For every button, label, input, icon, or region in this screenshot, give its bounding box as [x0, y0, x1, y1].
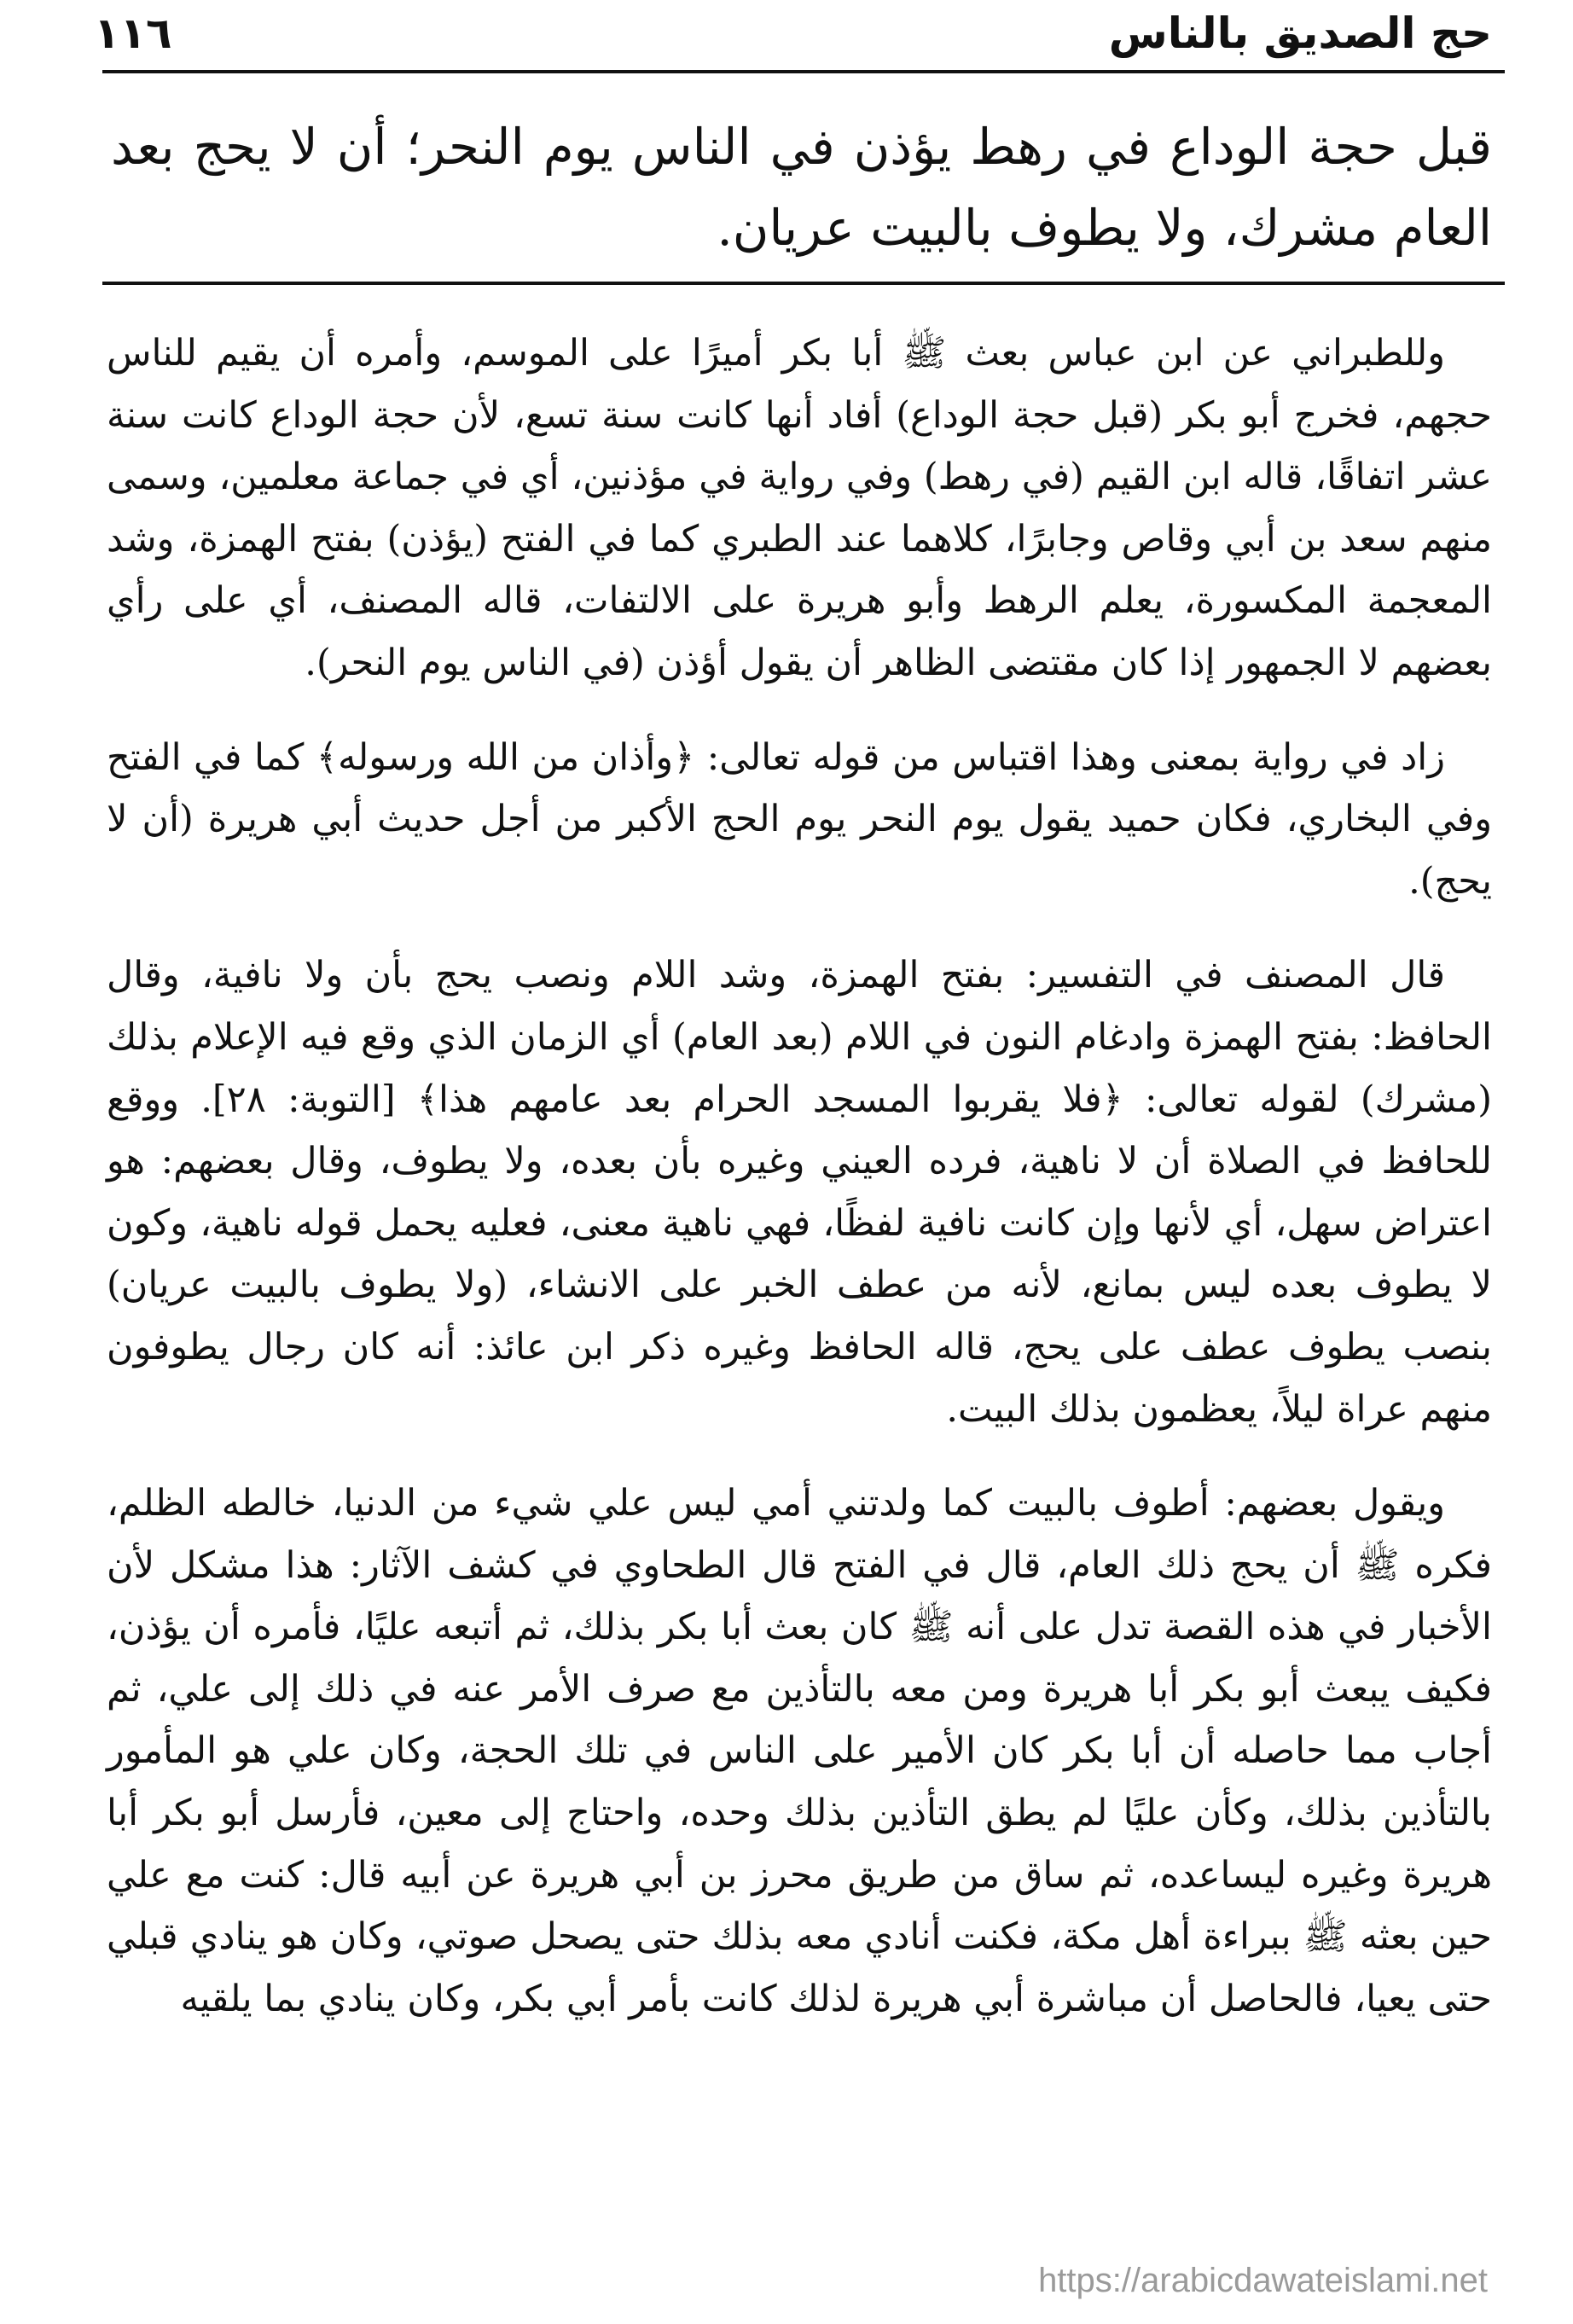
commentary-paragraph: ويقول بعضهم: أطوف بالبيت كما ولدتني أمي ليس علي شيء من الدنيا، خالطه الظلم، فكره ﷺ أن يحج ذلك العام، قال في الفتح قال الطحاوي في كشف الآثار: هذا مشكل لأن الأخبار في هذه القصة تدل على أنه ﷺ كان بعث أبا بكر بذلك، ثم أتبعه عليًا، فأمره أن يؤذن، فكيف يبعث أبو بكر أبا هريرة ومن معه بالتأذين مع صرف الأمر عنه في ذلك إلى علي، ثم أجاب مما حاصله أن أبا بكر كان الأمير على الناس في تلك الحجة، وكان علي هو المأمور بالتأذين بذلك، وكأن عليًا لم يطق التأذين بذلك وحده، واحتاج إلى معين، فأرسل أبو بكر أبا هريرة وغيره ليساعده، ثم ساق من طريق محرز بن أبي هريرة عن أبيه قال: كنت مع علي حين بعثه ﷺ ببراءة أهل مكة، فكنت أنادي معه بذلك حتى يصحل صوتي، وكان هو ينادي قبلي حتى يعيا، فالحاصل أن مباشرة أبي هريرة لذلك كانت بأمر أبي بكر، وكان ينادي بما يلقيه [107, 1482, 1492, 2020]
running-title: حج الصديق بالناس [1108, 9, 1492, 58]
commentary-body [107, 322, 1492, 2062]
running-header [94, 0, 1492, 67]
hadith-text: قبل حجة الوداع في رهط يؤذن في الناس يوم النحر؛ أن لا يحج بعد العام مشرك، ولا يطوف بالبيت عريان. [111, 118, 1492, 257]
commentary-paragraph: وللطبراني عن ابن عباس بعث ﷺ أبا بكر أميرًا على الموسم، وأمره أن يقيم للناس حجهم، فخرج أبو بكر (قبل حجة الوداع) أفاد أنها كانت سنة تسع، لأن حجة الوداع كانت سنة عشر اتفاقًا، قاله ابن القيم (في رهط) وفي رواية في مؤذنين، أي في جماعة معلمين، وسمى منهم سعد بن أبي وقاص وجابرًا، كلاهما عند الطبري كما في الفتح (يؤذن) بفتح الهمزة، وشد المعجمة المكسورة، يعلم الرهط وأبو هريرة على الالتفات، قاله المصنف، أي على رأي بعضهم لا الجمهور إذا كان مقتضى الظاهر أن يقول أؤذن (في الناس يوم النحر). [107, 332, 1492, 684]
header-rule [102, 70, 1505, 73]
hadith-rule [102, 282, 1505, 285]
commentary-paragraph: زاد في رواية بمعنى وهذا اقتباس من قوله تعالى: ﴿وأذان من الله ورسوله﴾ كما في الفتح وفي البخاري، فكان حميد يقول يوم النحر يوم الحج الأكبر من أجل حديث أبي هريرة (أن لا يحج). [107, 735, 1492, 903]
commentary-paragraph: قال المصنف في التفسير: بفتح الهمزة، وشد اللام ونصب يحج بأن ولا نافية، وقال الحافظ: بفتح الهمزة وادغام النون في اللام (بعد العام) أي الزمان الذي وقع فيه الإعلام بذلك (مشرك) لقوله تعالى: ﴿فلا يقربوا المسجد الحرام بعد عامهم هذا﴾ [التوبة: ٢٨]. ووقع للحافظ في الصلاة أن لا ناهية، فرده العيني وغيره بأن بعده، ولا يطوف، وقال بعضهم: هو اعتراض سهل، أي لأنها وإن كانت نافية لفظًا، فهي ناهية معنى، فعليه يحمل قوله ناهية، وكون لا يطوف بعده ليس بمانع، لأنه من عطف الخبر على الانشاء، (ولا يطوف بالبيت عريان) بنصب يطوف عطف على يحج، قاله الحافظ وغيره ذكر ابن عائذ: أنه كان رجال يطوفون منهم عراة ليلاً، يعظمون بذلك البيت. [107, 954, 1492, 1431]
page-number: ١١٦ [94, 9, 172, 58]
watermark-url: https://arabicdawateislami.net [1038, 2262, 1488, 2299]
